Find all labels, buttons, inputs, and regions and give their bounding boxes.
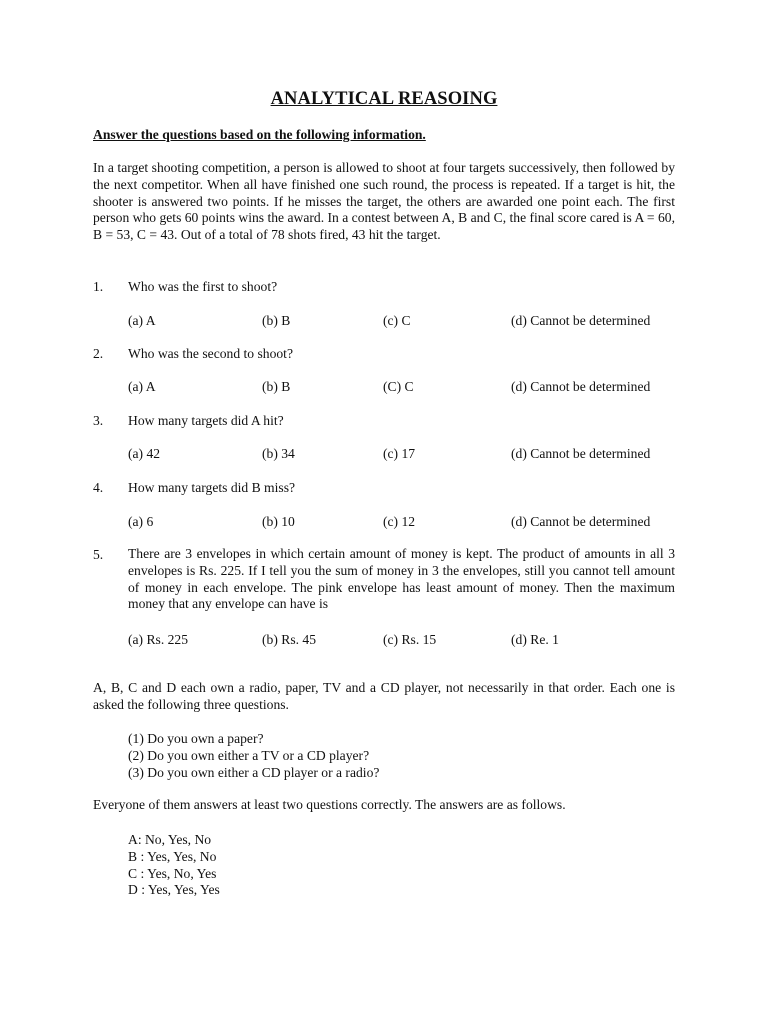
instruction-heading: Answer the questions based on the following information. — [93, 127, 426, 142]
question-text: How many targets did A hit? — [128, 413, 284, 428]
question-number: 1. — [93, 279, 104, 294]
option-d: (d) Cannot be determined — [511, 379, 651, 394]
option-b: (b) 10 — [262, 514, 295, 529]
question-text: Who was the second to shoot? — [128, 346, 293, 361]
option-d: (d) Cannot be determined — [511, 446, 651, 461]
option-a: (a) 42 — [128, 446, 161, 461]
asked-questions-list — [128, 731, 379, 781]
option-c: (c) 12 — [383, 514, 416, 529]
list-item: (1) Do you own a paper? — [128, 731, 264, 746]
option-a: (a) 6 — [128, 514, 154, 529]
option-a: (a) Rs. 225 — [128, 632, 189, 647]
answers-list — [128, 832, 220, 899]
question-text: There are 3 envelopes in which certain amount of money is kept. The product of amounts in all 3 envelopes is Rs. 225. If I tell you the sum of money in 3 the envelopes, still you cannot tell amount of money in each envelope. The pink envelope has least amount of money. Then the maximum money that any envelope can have is — [128, 546, 675, 612]
second-paragraph: A, B, C and D each own a radio, paper, TV and a CD player, not necessarily in that order. Each one is asked the following three questions. — [93, 680, 675, 712]
option-b: (b) B — [262, 379, 291, 394]
option-a: (a) A — [128, 313, 156, 328]
question-number: 4. — [93, 480, 104, 495]
option-c: (C) C — [383, 379, 414, 394]
question-number: 5. — [93, 547, 104, 562]
question-text: Who was the first to shoot? — [128, 279, 278, 294]
answers-intro: Everyone of them answers at least two questions correctly. The answers are as follows. — [93, 797, 566, 812]
option-b: (b) B — [262, 313, 291, 328]
list-item: C : Yes, No, Yes — [128, 865, 217, 881]
option-c: (c) C — [383, 313, 411, 328]
option-d: (d) Re. 1 — [511, 632, 559, 647]
option-b: (b) 34 — [262, 446, 295, 461]
option-c: (c) 17 — [383, 446, 416, 461]
list-item: (3) Do you own either a CD player or a radio? — [128, 764, 380, 780]
intro-paragraph: In a target shooting competition, a person is allowed to shoot at four targets successively, then followed by the next competitor. When all have finished one such round, the process is repeated. If a target is hit, the shooter is answered two points. If he misses the target, the others are awarded one point each. The first person who gets 60 points wins the award. In a contest between A, B and C, the final score cared is A = 60, B = 53, C = 43. Out of a total of 78 shots fired, 43 hit the target. — [93, 160, 675, 243]
list-item: D : Yes, Yes, Yes — [128, 882, 220, 898]
question-text: How many targets did B miss? — [128, 480, 296, 495]
list-item: B : Yes, Yes, No — [128, 848, 217, 864]
option-d: (d) Cannot be determined — [511, 514, 651, 529]
question-number: 2. — [93, 346, 104, 361]
option-d: (d) Cannot be determined — [511, 313, 651, 328]
option-c: (c) Rs. 15 — [383, 632, 437, 647]
question-number: 3. — [93, 413, 104, 428]
option-b: (b) Rs. 45 — [262, 632, 316, 647]
list-item: (2) Do you own either a TV or a CD player? — [128, 747, 370, 763]
page-title: ANALYTICAL REASOING — [270, 89, 498, 109]
option-a: (a) A — [128, 379, 156, 394]
list-item: A: No, Yes, No — [128, 832, 212, 847]
